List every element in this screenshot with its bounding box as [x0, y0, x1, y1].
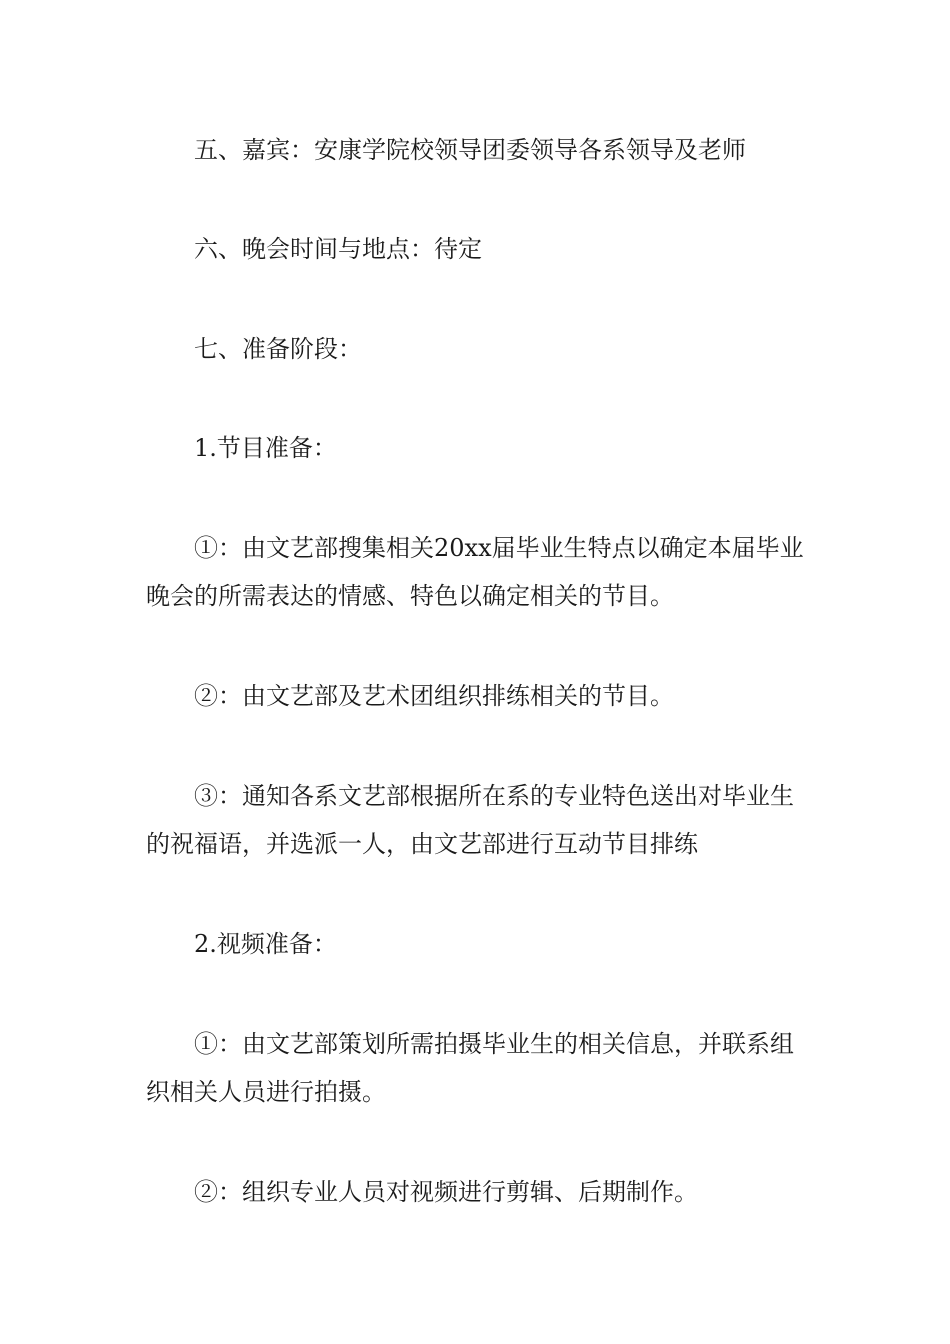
section-time-location: 六、晚会时间与地点：待定 — [194, 235, 482, 263]
subsection-video-prep: 2.视频准备： — [194, 930, 337, 958]
subsection-program-prep: 1.节目准备： — [194, 434, 337, 462]
program-prep-item-3: ③：通知各系文艺部根据所在系的专业特色送出对毕业生的祝福语，并选派一人，由文艺部进行互动节目排练 — [146, 782, 794, 858]
program-prep-item-1: ①：由文艺部搜集相关20xx届毕业生特点以确定本届毕业晚会的所需表达的情感、特色以确定相关的节目。 — [146, 534, 804, 610]
section-preparation-heading: 七、准备阶段： — [194, 335, 362, 363]
video-prep-item-2: ②：组织专业人员对视频进行剪辑、后期制作。 — [194, 1178, 698, 1206]
program-prep-item-2: ②：由文艺部及艺术团组织排练相关的节目。 — [194, 682, 674, 710]
section-guests: 五、嘉宾：安康学院校领导团委领导各系领导及老师 — [194, 136, 746, 164]
video-prep-item-1: ①：由文艺部策划所需拍摄毕业生的相关信息，并联系组织相关人员进行拍摄。 — [146, 1030, 794, 1106]
